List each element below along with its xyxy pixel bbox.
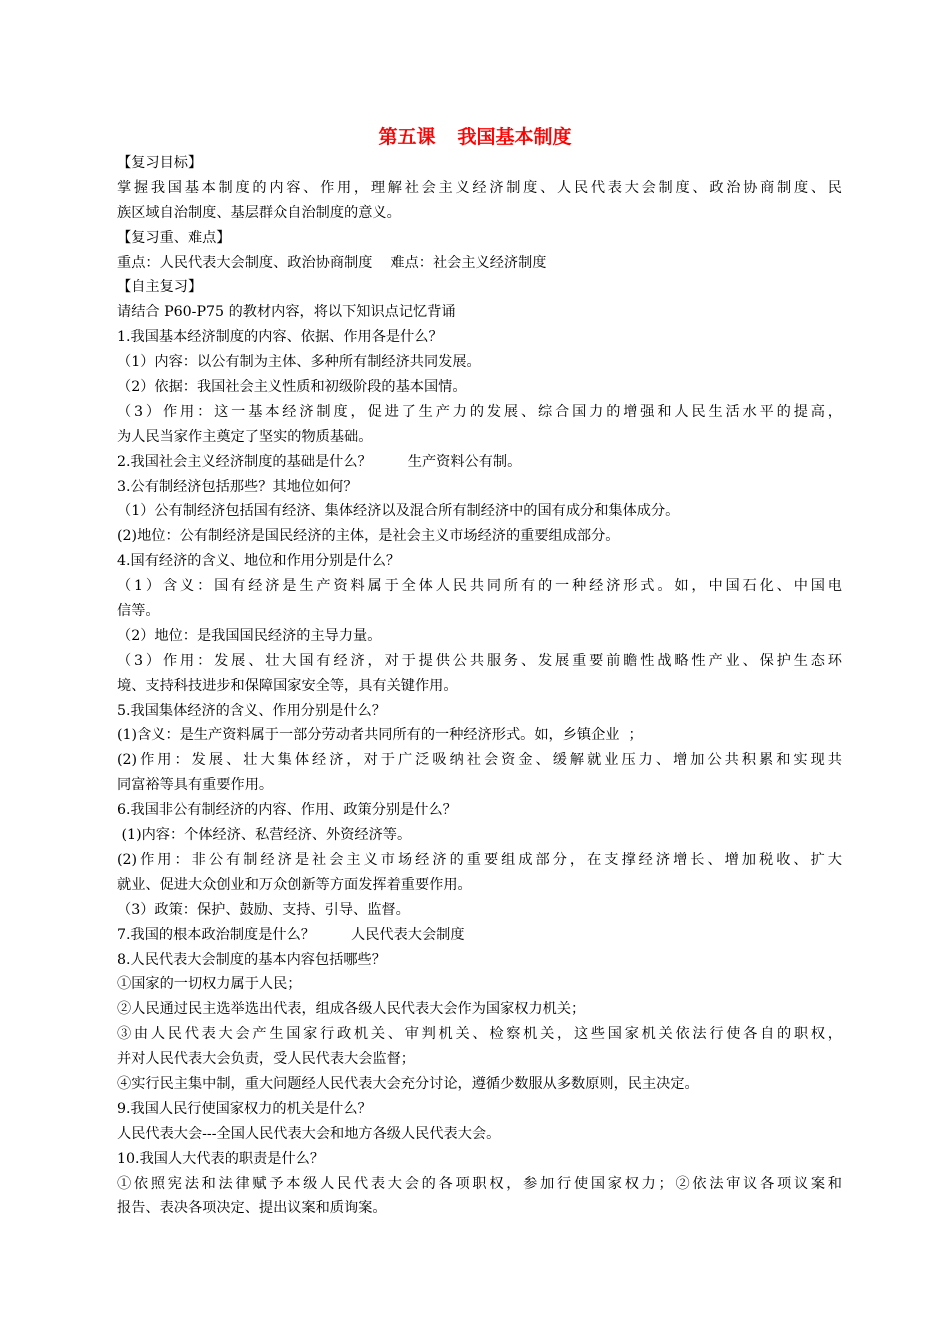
text-line: 族区域自治制度、基层群众自治制度的意义。 xyxy=(117,204,401,221)
text-line: 8.人民代表大会制度的基本内容包括哪些？ xyxy=(117,951,386,968)
text-line: 请结合 P60-P75 的教材内容，将以下知识点记忆背诵 xyxy=(117,304,456,321)
text-line: 并对人民代表大会负责，受人民代表大会监督； xyxy=(117,1051,415,1068)
text-line: 【复习重、难点】 xyxy=(117,229,231,246)
text-line: （2）依据：我国社会主义性质和初级阶段的基本国情。 xyxy=(117,379,467,396)
page-title xyxy=(0,122,950,149)
text-line: ④实行民主集中制，重大问题经人民代表大会充分讨论，遵循少数服从多数原则，民主决定。 xyxy=(117,1075,699,1092)
text-line: 【复习目标】 xyxy=(117,155,203,171)
text-line: 信等。 xyxy=(117,603,160,620)
text-line: 1.我国基本经济制度的内容、依据、作用各是什么？ xyxy=(117,329,443,346)
text-line: 4.国有经济的含义、地位和作用分别是什么？ xyxy=(117,553,401,570)
text-line: 5.我国集体经济的含义、作用分别是什么？ xyxy=(117,702,386,719)
text-line: 就业、促进大众创业和万众创新等方面发挥着重要作用。 xyxy=(117,876,472,893)
text-line: 9.我国人民行使国家权力的机关是什么？ xyxy=(117,1100,372,1117)
text-line: (1)内容：个体经济、私营经济、外资经济等。 xyxy=(117,827,412,844)
text-line: 6.我国非公有制经济的内容、作用、政策分别是什么？ xyxy=(117,802,457,819)
text-line: 报告、表决各项决定、提出议案和质询案。 xyxy=(117,1200,387,1217)
document-body xyxy=(117,151,842,1221)
text-line: 【自主复习】 xyxy=(117,279,203,296)
text-line: ①依照宪法和法律赋予本级人民代表大会的各项职权，参加行使国家权力；②依法审议各项议案和 xyxy=(117,1175,842,1192)
text-line: （1）含义：国有经济是生产资料属于全体人民共同所有的一种经济形式。如，中国石化、中国电 xyxy=(117,578,842,595)
text-line: 7.我国的根本政治制度是什么？ 人民代表大会制度 xyxy=(117,926,465,943)
text-line: (2)地位：公有制经济是国民经济的主体，是社会主义市场经济的重要组成部分。 xyxy=(117,528,620,545)
title-lesson-name: 我国基本制度 xyxy=(457,126,572,148)
text-line: 为人民当家作主奠定了坚实的物质基础。 xyxy=(117,428,373,445)
text-line: ③由人民代表大会产生国家行政机关、审判机关、检察机关，这些国家机关依法行使各自的职权， xyxy=(117,1026,842,1043)
text-line: 同富裕等具有重要作用。 xyxy=(117,777,274,794)
text-line: ②人民通过民主选举选出代表，组成各级人民代表大会作为国家权力机关； xyxy=(117,1001,586,1018)
text-line: 10.我国人大代表的职责是什么？ xyxy=(117,1150,325,1167)
text-line: (2)作用：发展、壮大集体经济，对于广泛吸纳社会资金、缓解就业压力、增加公共积累和实现共 xyxy=(117,752,842,769)
text-line: 掌握我国基本制度的内容、作用，理解社会主义经济制度、人民代表大会制度、政治协商制度、民 xyxy=(117,179,842,196)
text-line: （1）公有制经济包括国有经济、集体经济以及混合所有制经济中的国有成分和集体成分。 xyxy=(117,503,680,520)
text-line: 2.我国社会主义经济制度的基础是什么？ 生产资料公有制。 xyxy=(117,453,522,470)
text-line: （3）作用：发展、壮大国有经济，对于提供公共服务、发展重要前瞻性战略性产业、保护生态环 xyxy=(117,652,842,669)
text-line: 人民代表大会---全国人民代表大会和地方各级人民代表大会。 xyxy=(117,1125,501,1142)
title-lesson-number: 第五课 xyxy=(378,126,436,148)
text-line: （1）内容：以公有制为主体、多种所有制经济共同发展。 xyxy=(117,354,481,371)
text-line: （3）政策：保护、鼓励、支持、引导、监督。 xyxy=(117,901,410,918)
text-line: （2）地位：是我国国民经济的主导力量。 xyxy=(117,627,382,644)
text-line: （3）作用：这一基本经济制度，促进了生产力的发展、综合国力的增强和人民生活水平的提高， xyxy=(117,403,842,420)
text-line: (2)作用：非公有制经济是社会主义市场经济的重要组成部分，在支撑经济增长、增加税收、扩大 xyxy=(117,851,842,868)
text-line: (1)含义：是生产资料属于一部分劳动者共同所有的一种经济形式。如，乡镇企业 ； xyxy=(117,727,643,744)
text-line: 境、支持科技进步和保障国家安全等，具有关键作用。 xyxy=(117,677,458,694)
text-line: 重点：人民代表大会制度、政治协商制度 难点：社会主义经济制度 xyxy=(117,254,547,271)
text-line: 3.公有制经济包括那些？其地位如何？ xyxy=(117,478,358,495)
text-line: ①国家的一切权力属于人民； xyxy=(117,976,302,993)
